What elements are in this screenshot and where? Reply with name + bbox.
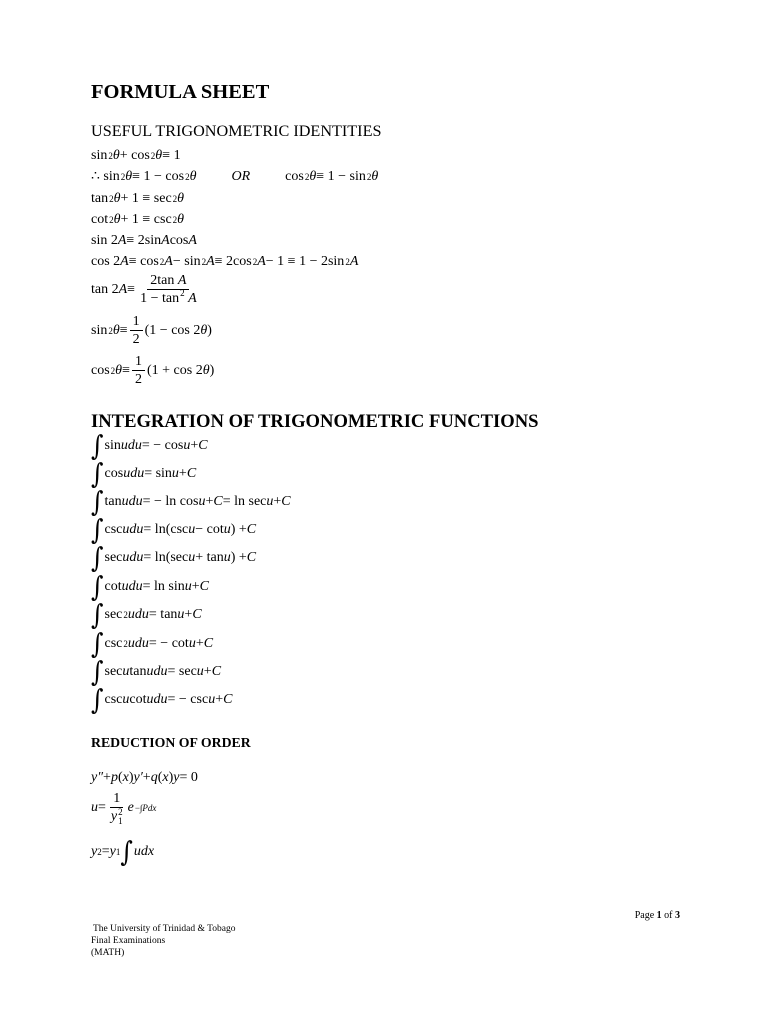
formula-text: + tan bbox=[195, 550, 224, 565]
formula-variable: A bbox=[188, 233, 197, 248]
formula-variable: u bbox=[208, 692, 216, 707]
reduction-ode bbox=[91, 769, 198, 787]
formula-text: ( bbox=[157, 770, 163, 785]
reduction-y2-formula bbox=[91, 835, 155, 869]
formula-variable: θ bbox=[113, 191, 121, 206]
formula-variable: C bbox=[223, 692, 233, 707]
formula-text: = bbox=[98, 800, 106, 815]
identity-tan-double-angle bbox=[91, 272, 202, 307]
formula-variable: udu bbox=[120, 438, 142, 453]
formula-text: 2 bbox=[134, 372, 142, 387]
formula-text: 1 bbox=[134, 354, 142, 369]
formula-variable: y″ bbox=[91, 770, 104, 785]
formula-text: cot bbox=[129, 692, 147, 707]
integral-sign: ∫ bbox=[91, 457, 104, 491]
fraction-denominator bbox=[108, 808, 126, 826]
formula-variable: OR bbox=[231, 169, 251, 184]
formula-text: 2 bbox=[110, 365, 116, 376]
formula-variable: x bbox=[162, 770, 169, 785]
footer-university: The University of Trinidad & Tobago bbox=[93, 924, 236, 934]
formula-text: tan 2 bbox=[91, 281, 119, 297]
formula-text: 1 bbox=[113, 791, 121, 806]
formula-text: 1 bbox=[118, 816, 123, 826]
formula-text: + bbox=[103, 770, 111, 785]
formula-variable: θ bbox=[115, 362, 123, 378]
formula-variable: C bbox=[192, 607, 202, 622]
integral-sin bbox=[91, 429, 208, 463]
formula-text: = ln(csc bbox=[143, 522, 189, 537]
formula-text: + bbox=[205, 494, 214, 509]
integral-sec-squared bbox=[91, 598, 202, 632]
formula-fraction bbox=[130, 313, 143, 348]
formula-text: csc bbox=[104, 522, 123, 537]
formula-variable: θ bbox=[112, 322, 120, 338]
formula-text: cos bbox=[104, 466, 124, 481]
formula-text: 1 − tan bbox=[140, 291, 180, 306]
formula-text: 1 bbox=[115, 847, 121, 857]
formula-text: (1 − cos 2 bbox=[144, 322, 201, 338]
formula-text: ) bbox=[209, 362, 215, 378]
page-number bbox=[635, 911, 680, 921]
formula-text: ≡ 1 − sin bbox=[316, 169, 366, 184]
formula-variable: p bbox=[110, 770, 118, 785]
formula-text: 2 bbox=[108, 325, 113, 336]
formula-variable: A bbox=[120, 254, 129, 269]
formula-text: ≡ 2sin bbox=[126, 233, 162, 248]
formula-text: sin bbox=[91, 148, 108, 163]
formula-text: 2 bbox=[366, 172, 372, 182]
formula-text: ≡ bbox=[127, 281, 136, 297]
integral-cot bbox=[91, 570, 209, 604]
integral-sign: ∫ bbox=[91, 429, 104, 463]
formula-text: 2 bbox=[132, 332, 140, 347]
formula-variable: udu bbox=[121, 579, 143, 594]
formula-text: 2 bbox=[120, 172, 126, 182]
formula-superscript bbox=[180, 288, 185, 298]
formula-variable: u bbox=[198, 494, 206, 509]
formula-text bbox=[196, 168, 231, 186]
formula-text: −∫ bbox=[134, 803, 143, 813]
page-title: FORMULA SHEET bbox=[91, 81, 270, 103]
formula-text: cos 2 bbox=[91, 254, 121, 269]
fraction-numerator bbox=[130, 313, 143, 331]
trig-identities-heading: USEFUL TRIGONOMETRIC IDENTITIES bbox=[91, 122, 382, 140]
formula-text: 2 bbox=[345, 257, 350, 267]
integral-sec bbox=[91, 541, 257, 575]
formula-variable: C bbox=[246, 550, 257, 565]
integral-sign: ∫ bbox=[91, 513, 104, 547]
formula-variable: u bbox=[122, 664, 130, 679]
integral-sign: ∫ bbox=[120, 835, 133, 869]
formula-text: + bbox=[195, 636, 204, 651]
formula-variable: θ bbox=[200, 322, 208, 338]
formula-variable: A bbox=[164, 254, 173, 269]
formula-text: sin bbox=[91, 322, 108, 338]
integral-csc-cot bbox=[91, 683, 233, 717]
identity-sin-squared-rearranged bbox=[91, 168, 378, 186]
formula-text: 2 bbox=[180, 288, 185, 298]
formula-text: cot bbox=[104, 579, 122, 594]
formula-variable: θ bbox=[189, 169, 197, 184]
formula-variable: u bbox=[91, 800, 98, 815]
formula-text: 2 bbox=[252, 257, 258, 267]
identity-cot-csc bbox=[91, 211, 184, 229]
formula-variable: u bbox=[223, 550, 231, 565]
formula-text: ≡ cos bbox=[128, 254, 159, 269]
formula-variable: θ bbox=[371, 169, 379, 184]
formula-text: + cos bbox=[119, 148, 150, 163]
integral-sign: ∫ bbox=[91, 598, 104, 632]
formula-text: 2 bbox=[172, 215, 178, 225]
formula-text: ≡ 1 bbox=[162, 148, 181, 163]
footer-subject: (MATH) bbox=[91, 948, 125, 958]
formula-text: = 0 bbox=[179, 770, 198, 785]
formula-variable: udu bbox=[146, 664, 168, 679]
integral-sign: ∫ bbox=[91, 541, 104, 575]
formula-text: ) + bbox=[230, 522, 247, 537]
integral-csc bbox=[91, 513, 257, 547]
formula-variable: y′ bbox=[133, 770, 143, 785]
formula-text: = sec bbox=[167, 664, 197, 679]
formula-text: 2 bbox=[172, 194, 178, 204]
formula-variable: u bbox=[188, 522, 196, 537]
formula-variable: θ bbox=[125, 169, 133, 184]
formula-text: 2 bbox=[109, 194, 114, 204]
page-current: 1 bbox=[656, 910, 662, 921]
formula-text: 2 bbox=[150, 151, 156, 161]
formula-text: − cot bbox=[195, 522, 224, 537]
formula-text: ≡ 1 − cos bbox=[132, 169, 185, 184]
formula-text: 2tan bbox=[150, 273, 178, 288]
formula-text: ≡ bbox=[122, 362, 130, 378]
formula-text: ( bbox=[117, 770, 123, 785]
formula-variable: x bbox=[122, 770, 129, 785]
formula-text: + bbox=[215, 692, 224, 707]
identity-sin-squared-half-angle bbox=[91, 313, 212, 348]
page-prefix: Page bbox=[634, 910, 657, 921]
formula-text: = ln sec bbox=[222, 494, 267, 509]
formula-text: = ln sin bbox=[142, 579, 185, 594]
formula-variable: θ bbox=[202, 362, 210, 378]
formula-text: sec bbox=[104, 607, 123, 622]
formula-variable: u bbox=[223, 522, 231, 537]
formula-variable: u bbox=[183, 438, 191, 453]
formula-text: 2 bbox=[201, 257, 207, 267]
formula-variable: u bbox=[184, 579, 192, 594]
formula-text: + bbox=[191, 579, 200, 594]
formula-text: ∴ sin bbox=[91, 169, 120, 184]
formula-variable: u bbox=[188, 636, 196, 651]
formula-text: + bbox=[203, 664, 212, 679]
formula-variable: θ bbox=[309, 169, 317, 184]
fraction-numerator bbox=[110, 790, 123, 808]
formula-subsup bbox=[118, 808, 123, 826]
formula-variable: C bbox=[199, 579, 209, 594]
formula-text: cot bbox=[91, 212, 109, 227]
footer-exam: Final Examinations bbox=[91, 936, 166, 946]
fraction-numerator bbox=[132, 353, 145, 371]
page-middle: of bbox=[661, 910, 675, 921]
formula-variable: u bbox=[177, 607, 185, 622]
formula-text: − 1 ≡ 1 − 2sin bbox=[265, 254, 345, 269]
fraction-denominator bbox=[137, 290, 200, 307]
formula-text: + bbox=[184, 607, 193, 622]
formula-variable: udu bbox=[122, 550, 144, 565]
integral-cos bbox=[91, 457, 197, 491]
formula-text: − sin bbox=[172, 254, 201, 269]
formula-text: csc bbox=[104, 636, 123, 651]
formula-fraction bbox=[137, 272, 200, 307]
formula-text: ) bbox=[207, 322, 212, 338]
fraction-denominator bbox=[132, 371, 145, 388]
formula-text: 2 bbox=[97, 847, 102, 857]
formula-text: = − cot bbox=[148, 636, 189, 651]
formula-variable: udu bbox=[122, 522, 144, 537]
formula-variable: C bbox=[281, 494, 291, 509]
formula-fraction bbox=[132, 353, 145, 388]
formula-variable: u bbox=[196, 664, 204, 679]
formula-text: 2 bbox=[123, 639, 128, 649]
formula-variable: e bbox=[127, 800, 134, 815]
formula-text: 2 bbox=[118, 807, 123, 817]
integral-csc-squared bbox=[91, 627, 214, 661]
formula-text: cos bbox=[91, 362, 110, 378]
formula-text: 2 bbox=[185, 172, 190, 182]
identity-pythagorean bbox=[91, 147, 181, 165]
formula-variable: θ bbox=[177, 191, 185, 206]
formula-variable: A bbox=[349, 254, 359, 269]
formula-variable: udu bbox=[127, 607, 149, 622]
formula-text: = tan bbox=[148, 607, 178, 622]
formula-text: csc bbox=[104, 692, 123, 707]
formula-subscript bbox=[118, 817, 123, 826]
formula-text: = − ln cos bbox=[142, 494, 199, 509]
formula-variable: y bbox=[110, 809, 118, 825]
integral-sign: ∫ bbox=[91, 655, 104, 689]
formula-text: 2 bbox=[304, 172, 310, 182]
formula-variable: A bbox=[177, 273, 187, 288]
formula-text: tan bbox=[104, 494, 122, 509]
integral-sign: ∫ bbox=[91, 683, 104, 717]
formula-variable: y bbox=[173, 770, 180, 785]
formula-text: + bbox=[178, 466, 187, 481]
formula-text: 2 bbox=[123, 610, 128, 620]
formula-variable: y bbox=[91, 844, 98, 859]
integral-sign: ∫ bbox=[91, 570, 104, 604]
formula-text: ) + bbox=[230, 550, 247, 565]
formula-text: 2 bbox=[109, 215, 114, 225]
formula-variable: A bbox=[257, 254, 266, 269]
formula-text: ≡ 2cos bbox=[214, 254, 252, 269]
integration-heading: INTEGRATION OF TRIGONOMETRIC FUNCTIONS bbox=[91, 411, 539, 432]
formula-variable: A bbox=[161, 233, 170, 248]
integral-sign: ∫ bbox=[91, 485, 104, 519]
formula-variable: A bbox=[188, 291, 197, 306]
identity-cos-double-angle bbox=[91, 253, 358, 271]
formula-text: sec bbox=[104, 664, 123, 679]
formula-variable: Pdx bbox=[142, 803, 157, 813]
formula-variable: C bbox=[211, 664, 222, 679]
page-total: 3 bbox=[675, 910, 680, 921]
formula-variable: u bbox=[266, 494, 274, 509]
integral-tan bbox=[91, 485, 291, 519]
formula-variable: q bbox=[150, 770, 158, 785]
formula-variable: θ bbox=[177, 212, 185, 227]
formula-variable: udu bbox=[123, 466, 145, 481]
formula-variable: θ bbox=[155, 148, 163, 163]
formula-variable: C bbox=[246, 522, 257, 537]
formula-variable: C bbox=[198, 438, 208, 453]
formula-text: + bbox=[190, 438, 199, 453]
formula-text: ) bbox=[128, 770, 134, 785]
formula-text: sin bbox=[104, 438, 121, 453]
formula-text: + 1 ≡ csc bbox=[120, 212, 172, 227]
formula-variable: θ bbox=[113, 212, 121, 227]
identity-cos-squared-half-angle bbox=[91, 353, 214, 388]
formula-variable: C bbox=[186, 466, 197, 481]
formula-variable: u bbox=[188, 550, 196, 565]
formula-text: ≡ bbox=[119, 322, 128, 338]
formula-text: cos bbox=[169, 233, 189, 248]
identity-tan-sec bbox=[91, 190, 184, 208]
integral-sec-tan bbox=[91, 655, 222, 689]
formula-text: ) bbox=[168, 770, 174, 785]
formula-text: + bbox=[142, 770, 151, 785]
formula-variable: A bbox=[118, 281, 128, 297]
formula-text: 1 bbox=[132, 314, 140, 329]
formula-text: tan bbox=[91, 191, 109, 206]
formula-variable: u bbox=[122, 692, 130, 707]
formula-variable: y bbox=[109, 844, 116, 859]
formula-text: + bbox=[273, 494, 282, 509]
fraction-denominator bbox=[130, 331, 143, 348]
formula-text: = − csc bbox=[167, 692, 209, 707]
formula-text: = ln(sec bbox=[143, 550, 189, 565]
formula-variable: C bbox=[203, 636, 214, 651]
formula-text: = sin bbox=[144, 466, 172, 481]
formula-text: = bbox=[101, 844, 110, 859]
formula-fraction bbox=[108, 790, 126, 826]
formula-variable: u bbox=[171, 466, 179, 481]
formula-text: sec bbox=[104, 550, 123, 565]
formula-variable: C bbox=[213, 494, 223, 509]
formula-text: 2 bbox=[159, 257, 165, 267]
formula-text: (1 + cos 2 bbox=[146, 362, 203, 378]
formula-text: 2 bbox=[108, 151, 113, 161]
formula-variable: udx bbox=[133, 844, 155, 859]
formula-text: cos bbox=[250, 169, 304, 184]
formula-text: = − cos bbox=[141, 438, 184, 453]
formula-variable: θ bbox=[112, 148, 120, 163]
formula-variable: A bbox=[117, 233, 127, 248]
formula-text: sin 2 bbox=[91, 233, 118, 248]
formula-text: tan bbox=[129, 664, 147, 679]
formula-variable: udu bbox=[146, 692, 168, 707]
formula-variable: udu bbox=[127, 636, 149, 651]
reduction-u-formula bbox=[91, 790, 156, 826]
formula-text: + 1 ≡ sec bbox=[120, 191, 172, 206]
formula-variable: udu bbox=[121, 494, 143, 509]
identity-sin-double-angle bbox=[91, 232, 197, 250]
formula-variable: A bbox=[206, 254, 215, 269]
integral-sign: ∫ bbox=[91, 627, 104, 661]
reduction-of-order-heading: REDUCTION OF ORDER bbox=[91, 735, 251, 750]
